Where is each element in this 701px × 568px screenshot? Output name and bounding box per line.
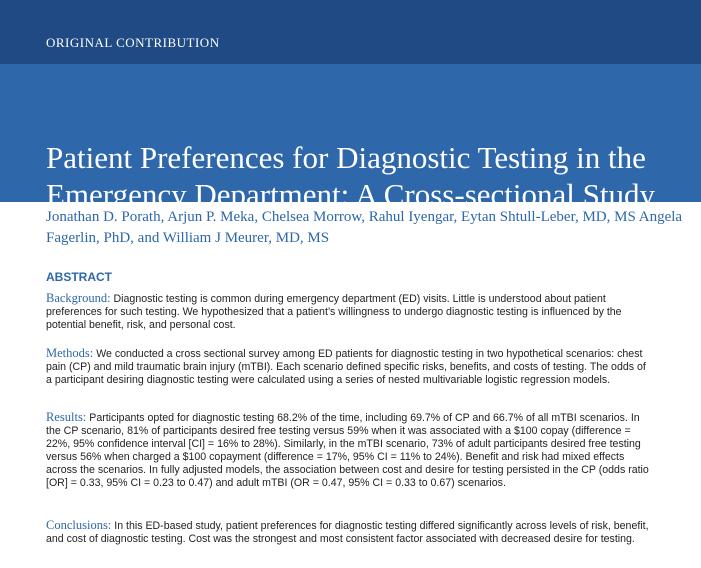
abstract-conclusions [46, 519, 651, 546]
results-text: Participants opted for diagnostic testing 68.2% of the time, including 69.7% of CP and 66.7% of all mTBI scenarios. In the CP scenario, 81% of participants desired free testing versus 59% when it was associated with a $100 copay (difference = 22%, 95% confidence interval [CI] = 16% to 28%). Similarly, in the mTBI scenario, 73% of adult participants desired free testing versus 56% when charged a $100 copayment (difference = 17%, 95% CI = 11% to 24%). Benefit and risk had mixed effects across the scenarios. In fully adjusted models, the association between cost and desire for testing persisted in the CP (odds ratio [OR] = 0.33, 95% CI = 0.23 to 0.47) and adult mTBI (OR = 0.47, 95% CI = 0.33 to 0.67) scenarios. [46, 412, 649, 489]
author-list: Jonathan D. Porath, Arjun P. Meka, Chelsea Morrow, Rahul Iyengar, Eytan Shtull-Leber, MD, MS Angela Fagerlin, PhD, and William J Meurer, MD, MS [46, 209, 683, 246]
methods-text: We conducted a cross sectional survey among ED patients for diagnostic testing in two hypothetical scenarios: chest pain (CP) and mild traumatic brain injury (mTBI). Each scenario defined specific risks, benefits, and costs of testing. The odds of a participant desiring diagnostic testing were calculated using a series of nested multivariable logistic regression models. [46, 348, 646, 386]
background-text: Diagnostic testing is common during emergency department (ED) visits. Little is understood about patient preferences for such testing. We hypothesized that a patient’s willingness to undergo diagnostic testing is influenced by the potential benefit, risk, and personal cost. [46, 293, 622, 331]
abstract-heading: ABSTRACT [46, 270, 112, 284]
results-label: Results: [46, 410, 87, 424]
conclusions-text: In this ED-based study, patient preferences for diagnostic testing differed significantly across levels of risk, benefit, and cost of diagnostic testing. Cost was the strongest and most consistent factor associated with decreased desire for testing. [46, 520, 649, 545]
conclusions-label: Conclusions: [46, 518, 112, 532]
abstract-results [46, 411, 651, 490]
header-band [0, 0, 701, 64]
abstract-background [46, 292, 651, 332]
abstract-methods [46, 347, 651, 387]
methods-label: Methods: [46, 346, 94, 360]
title-band [0, 64, 701, 212]
section-label: ORIGINAL CONTRIBUTION [46, 35, 220, 50]
background-label: Background: [46, 291, 111, 305]
article-title: Patient Preferences for Diagnostic Testing in the Emergency Department: A Cross-sectional Study [46, 140, 655, 212]
